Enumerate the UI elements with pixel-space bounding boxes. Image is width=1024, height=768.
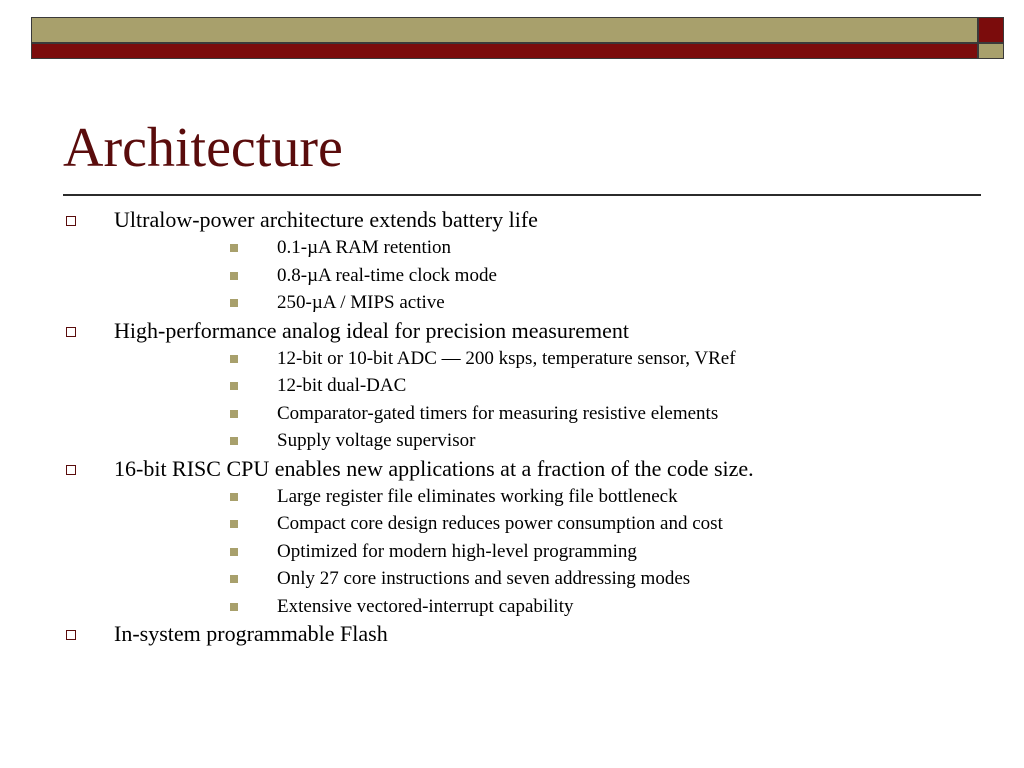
slide-title: Architecture	[63, 117, 343, 179]
filled-square-icon	[230, 603, 238, 611]
filled-square-icon	[230, 272, 238, 280]
sub-bullet-item	[114, 400, 1024, 428]
sub-bullet-item	[114, 510, 1024, 538]
sub-bullet-text: 0.8-µA real-time clock mode	[277, 264, 497, 286]
filled-square-icon	[230, 382, 238, 390]
filled-square-icon	[230, 410, 238, 418]
hollow-square-icon	[66, 630, 76, 640]
sub-bullet-text: Comparator-gated timers for measuring resistive elements	[277, 402, 719, 424]
sub-bullet-text: Optimized for modern high-level programming	[277, 540, 637, 562]
hollow-square-icon	[66, 465, 76, 475]
bullet-item	[0, 620, 1024, 648]
sub-bullet-text: Supply voltage supervisor	[277, 430, 476, 451]
sub-bullet-item	[114, 234, 1024, 262]
bullet-list	[0, 206, 1024, 648]
sub-bullet-text: 12-bit or 10-bit ADC — 200 ksps, temperature sensor, VRef	[277, 347, 736, 369]
sub-bullet-list	[114, 345, 1024, 455]
bullet-text: High-performance analog ideal for precision measurement	[114, 317, 629, 343]
sub-bullet-text: Compact core design reduces power consumption and cost	[277, 513, 723, 534]
bullet-item	[0, 206, 1024, 317]
filled-square-icon	[230, 437, 238, 445]
sub-bullet-item	[114, 565, 1024, 593]
filled-square-icon	[230, 575, 238, 583]
filled-square-icon	[230, 493, 238, 501]
bullet-item	[0, 317, 1024, 455]
title-divider	[63, 194, 981, 196]
sub-bullet-text: 250-µA / MIPS active	[277, 292, 445, 313]
sub-bullet-item	[114, 372, 1024, 400]
sub-bullet-list	[114, 483, 1024, 621]
sub-bullet-item	[114, 483, 1024, 511]
sub-bullet-item	[114, 262, 1024, 290]
sub-bullet-item	[114, 345, 1024, 373]
sub-bullet-list	[114, 234, 1024, 317]
sub-bullet-item	[114, 538, 1024, 566]
filled-square-icon	[230, 244, 238, 252]
sub-bullet-text: Extensive vectored-interrupt capability	[277, 595, 574, 617]
filled-square-icon	[230, 355, 238, 363]
hollow-square-icon	[66, 327, 76, 337]
sub-bullet-text: Large register file eliminates working file bottleneck	[277, 485, 678, 507]
hollow-square-icon	[66, 216, 76, 226]
bullet-text: Ultralow-power architecture extends battery life	[114, 207, 538, 232]
bullet-item	[0, 455, 1024, 621]
bullet-text: In-system programmable Flash	[114, 621, 388, 646]
sub-bullet-text: Only 27 core instructions and seven addressing modes	[277, 568, 691, 589]
sub-bullet-text: 0.1-µA RAM retention	[277, 237, 452, 258]
sub-bullet-text: 12-bit dual-DAC	[277, 375, 407, 396]
filled-square-icon	[230, 520, 238, 528]
header-bar-red	[31, 43, 978, 59]
header-bar-olive	[31, 17, 978, 43]
sub-bullet-item	[114, 289, 1024, 317]
sub-bullet-item	[114, 427, 1024, 455]
header-square-olive	[978, 43, 1004, 59]
sub-bullet-item	[114, 593, 1024, 621]
filled-square-icon	[230, 548, 238, 556]
header-square-red	[978, 17, 1004, 43]
bullet-text: 16-bit RISC CPU enables new applications at a fraction of the code size.	[114, 455, 754, 481]
filled-square-icon	[230, 299, 238, 307]
